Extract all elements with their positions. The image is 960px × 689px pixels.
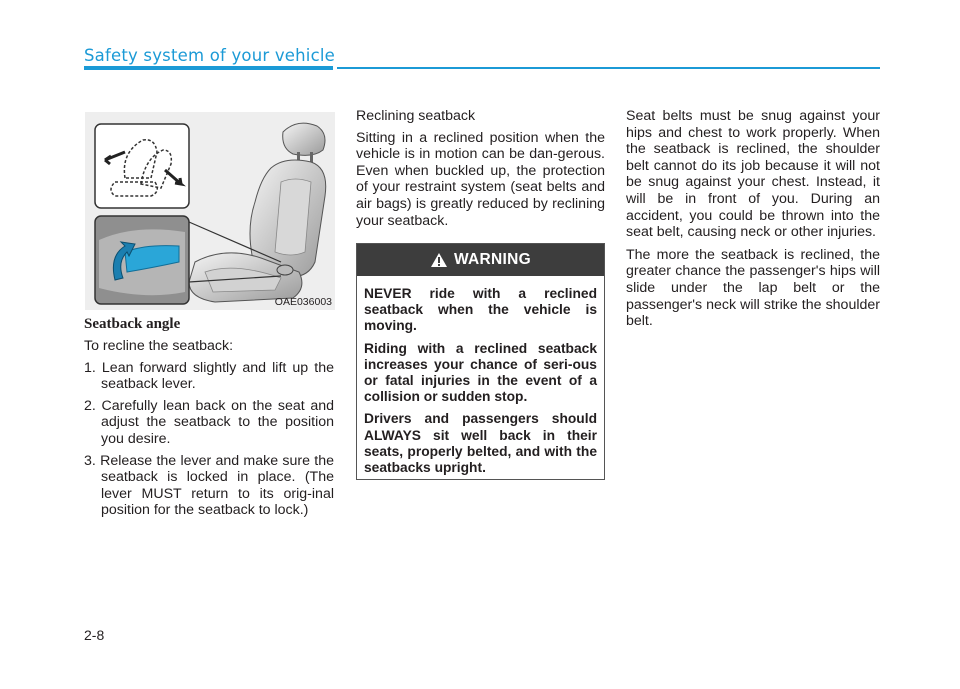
middle-column bbox=[356, 108, 605, 235]
warning-triangle-icon bbox=[430, 252, 448, 268]
reclining-seatback-title: Reclining seatback bbox=[356, 108, 476, 124]
seatback-figure bbox=[85, 112, 335, 310]
header-accent-bar bbox=[84, 66, 333, 70]
seatback-angle-heading: Seatback angle bbox=[84, 316, 181, 332]
warning-paragraph: Riding with a reclined seatback increases your chance of seri-ous or fatal injuries in the event of a collision or sudden stop. bbox=[364, 340, 597, 405]
section-title: Safety system of your vehicle bbox=[84, 46, 335, 65]
intro-text: To recline the seatback: bbox=[84, 338, 234, 354]
seatbelt-paragraph: The more the seatback is reclined, the greater chance the passenger's hips will slide under the lap belt or the passenger's neck will strike the shoulder belt. bbox=[626, 246, 880, 330]
seat-illustration bbox=[85, 112, 335, 310]
header-rule bbox=[337, 67, 880, 69]
warning-box bbox=[356, 243, 605, 480]
steps-list bbox=[84, 360, 334, 519]
figure-code: OAE036003 bbox=[274, 296, 332, 308]
step-item: 3. Release the lever and make sure the seatback is locked in place. (The lever MUST return to its orig-inal position for the seatback to lock.) bbox=[84, 452, 334, 519]
warning-paragraph: NEVER ride with a reclined seatback when the vehicle is moving. bbox=[364, 286, 597, 334]
step-item: 1. Lean forward slightly and lift up the seatback lever. bbox=[84, 359, 334, 393]
seatback-lever-inset bbox=[99, 229, 185, 295]
warning-label: WARNING bbox=[453, 251, 531, 268]
left-column bbox=[84, 316, 334, 524]
reclining-paragraph: Sitting in a reclined position when the vehicle is in motion can be dan-gerous. Even when buckled up, the protection of your restraint system (seat belts and air bags) is greatly reduced by reclining your seatback. bbox=[356, 129, 605, 229]
step-item: 2. Carefully lean back on the seat and adjust the seatback to the position you desire. bbox=[84, 397, 334, 447]
warning-body bbox=[357, 276, 604, 476]
warning-header bbox=[357, 244, 604, 276]
seatbelt-paragraph: Seat belts must be snug against your hips and chest to work properly. When the seatback is reclined, the shoulder belt cannot do its job because it will not be snug against your chest. Instead, it will be in front of you. During an accident, you could be thrown into the seat belt, causing neck or other injuries. bbox=[626, 108, 880, 241]
warning-paragraph: Drivers and passengers should ALWAYS sit well back in their seats, properly belted, and with the seatbacks upright. bbox=[364, 411, 597, 476]
right-column bbox=[626, 108, 880, 336]
page-number: 2-8 bbox=[84, 627, 105, 643]
